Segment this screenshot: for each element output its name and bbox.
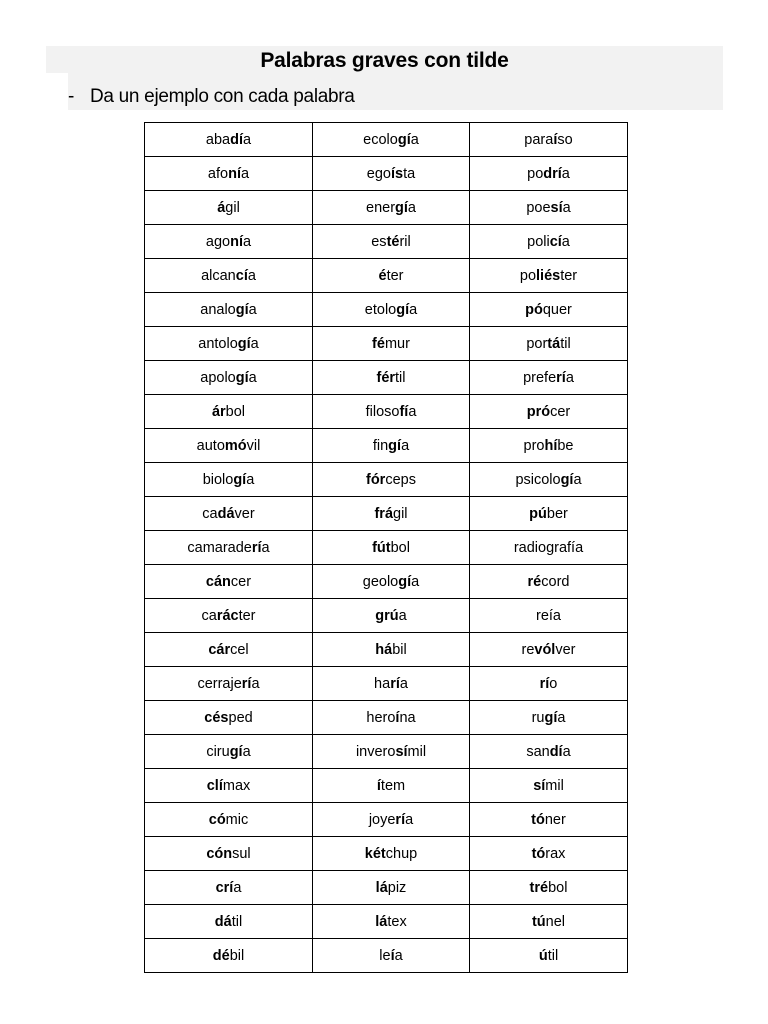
word-cell — [470, 361, 628, 395]
word-part-unstressed-start: analo — [200, 301, 236, 318]
word-part-stressed-syllable: é — [378, 267, 387, 284]
word-part-unstressed-end: a — [409, 301, 418, 318]
word-cell — [313, 225, 470, 259]
word-cell — [313, 531, 470, 565]
word-part-stressed-syllable: gí — [235, 369, 249, 386]
word-part-unstressed-start: es — [371, 233, 387, 250]
word-part-unstressed-end: ped — [228, 709, 253, 726]
word-part-stressed-syllable: ís — [391, 165, 404, 182]
word-part-unstressed-end: bil — [392, 641, 407, 658]
word-part-unstressed-end: ter — [560, 267, 578, 284]
word-cell — [313, 395, 470, 429]
word-part-unstressed-start: apolo — [200, 369, 236, 386]
word-part-stressed-syllable: tré — [529, 879, 549, 896]
word-part-unstressed-end: mil — [545, 777, 564, 794]
word-part-unstressed-end: a — [248, 369, 257, 386]
word-part-unstressed-end: vil — [246, 437, 261, 454]
word-part-unstressed-end: ta — [403, 165, 416, 182]
word-part-unstressed-start: por — [526, 335, 548, 352]
word-cell — [470, 531, 628, 565]
word-part-unstressed-end: a — [247, 267, 256, 284]
word-part-unstressed-end: ceps — [385, 471, 416, 488]
word-part-unstressed-start: ca — [201, 607, 217, 624]
word-part-unstressed-end: a — [401, 437, 410, 454]
instruction-text: Da un ejemplo con cada palabra — [90, 86, 355, 107]
word-part-stressed-syllable: frá — [374, 505, 394, 522]
word-part-unstressed-end: a — [399, 675, 408, 692]
word-part-stressed-syllable: rí — [539, 675, 550, 692]
word-part-unstressed-start: po — [519, 267, 537, 284]
word-part-stressed-syllable: hí — [544, 437, 558, 454]
word-part-unstressed-end: sul — [232, 845, 251, 862]
word-part-stressed-syllable: tó — [531, 845, 546, 862]
word-part-unstressed-end: ter — [238, 607, 256, 624]
word-part-stressed-syllable: fé — [372, 335, 385, 352]
word-part-unstressed-end: rax — [545, 845, 566, 862]
word-part-stressed-syllable: mó — [224, 437, 247, 454]
word-cell — [313, 157, 470, 191]
word-cell — [470, 701, 628, 735]
word-part-unstressed-end: ter — [386, 267, 404, 284]
word-part-stressed-syllable: tó — [531, 811, 545, 828]
word-cell — [145, 429, 313, 463]
word-cell — [313, 599, 470, 633]
word-cell — [470, 497, 628, 531]
word-part-unstressed-end: cer — [550, 403, 571, 420]
word-cell — [145, 259, 313, 293]
word-cell — [470, 463, 628, 497]
word-part-unstressed-end: mic — [225, 811, 249, 828]
word-part-unstressed-end: na — [399, 709, 416, 726]
word-part-unstressed-end: a — [408, 403, 417, 420]
word-part-unstressed-end: a — [557, 709, 566, 726]
instruction-bullet: - — [68, 86, 75, 107]
word-cell — [145, 225, 313, 259]
word-part-unstressed-start: hero — [366, 709, 396, 726]
word-part-stressed-syllable: ní — [230, 233, 243, 250]
word-part-unstressed-end: a — [561, 233, 570, 250]
table-row — [145, 327, 628, 361]
word-part-unstressed-end: til — [547, 947, 559, 964]
table-row — [145, 293, 628, 327]
word-cell — [470, 939, 628, 973]
word-part-stressed-syllable: gí — [560, 471, 574, 488]
word-cell — [313, 701, 470, 735]
word-part-stressed-syllable: dá — [214, 913, 232, 930]
word-cell — [145, 191, 313, 225]
word-cell — [470, 395, 628, 429]
word-part-unstressed-end: a — [246, 471, 255, 488]
word-part-unstressed-start: auto — [196, 437, 225, 454]
word-part-stressed-syllable: í — [553, 131, 558, 148]
word-part-unstressed-start: ru — [531, 709, 545, 726]
word-part-stressed-syllable: dí — [230, 131, 243, 148]
word-cell — [145, 735, 313, 769]
table-row — [145, 259, 628, 293]
word-part-unstressed-start: etolo — [364, 301, 397, 318]
word-part-stressed-syllable: fér — [376, 369, 396, 386]
word-part-unstressed-end: a — [561, 165, 570, 182]
word-cell — [145, 293, 313, 327]
word-part-stressed-syllable: í — [376, 777, 381, 794]
word-part-unstressed-start: poli — [527, 233, 550, 250]
word-cell — [470, 565, 628, 599]
word-part-stressed-syllable: dá — [217, 505, 235, 522]
word-part-unstressed-end: so — [557, 131, 573, 148]
table-row — [145, 871, 628, 905]
word-part-stressed-syllable: có — [208, 811, 226, 828]
word-cell — [145, 905, 313, 939]
word-part-unstressed-end: cer — [230, 573, 252, 590]
word-part-unstressed-end: mur — [384, 335, 410, 352]
word-part-unstressed-end: ver — [234, 505, 255, 522]
word-part-stressed-syllable: liés — [536, 267, 561, 284]
word-cell — [145, 361, 313, 395]
word-part-stressed-syllable: ár — [211, 403, 226, 420]
word-cell — [313, 259, 470, 293]
word-part-unstressed-end: a — [407, 199, 416, 216]
word-part-unstressed-end: ver — [555, 641, 576, 658]
word-part-unstressed-end: a — [233, 879, 242, 896]
word-cell — [313, 871, 470, 905]
word-part-unstressed-end: til — [395, 369, 406, 386]
word-part-unstressed-start: pro — [523, 437, 545, 454]
word-cell — [470, 191, 628, 225]
word-part-stressed-syllable: gí — [397, 131, 411, 148]
word-part-unstressed-end: bil — [229, 947, 245, 964]
word-part-stressed-syllable: cár — [208, 641, 231, 658]
word-cell — [313, 429, 470, 463]
word-part-unstressed-start: geolo — [362, 573, 399, 590]
word-part-unstressed-end: a — [243, 131, 252, 148]
word-cell — [470, 667, 628, 701]
word-cell — [470, 633, 628, 667]
word-part-stressed-syllable: sí — [533, 777, 546, 794]
word-part-stressed-syllable: pú — [529, 505, 547, 522]
word-part-unstressed-start: aba — [205, 131, 231, 148]
word-part-unstressed-end: a — [405, 811, 414, 828]
word-part-unstressed-end: ner — [544, 811, 566, 828]
word-cell — [470, 123, 628, 157]
word-part-unstressed-end: o — [549, 675, 558, 692]
table-row — [145, 633, 628, 667]
word-part-unstressed-start: alcan — [201, 267, 236, 284]
word-part-stressed-syllable: cí — [549, 233, 562, 250]
word-part-stressed-syllable: á — [217, 199, 226, 216]
word-part-unstressed-end: a — [394, 947, 403, 964]
word-cell — [313, 939, 470, 973]
word-part-unstressed-start: ha — [374, 675, 391, 692]
word-part-unstressed-end: a — [240, 165, 250, 182]
word-part-stressed-syllable: rí — [395, 811, 406, 828]
word-part-stressed-syllable: í — [395, 709, 400, 726]
word-cell — [145, 123, 313, 157]
word-part-stressed-syllable: clí — [206, 777, 223, 794]
word-part-unstressed-end: gil — [393, 505, 408, 522]
word-part-unstressed-end: a — [562, 743, 571, 760]
table-row — [145, 123, 628, 157]
word-part-unstressed-end: cord — [541, 573, 570, 590]
word-part-unstressed-end: a — [398, 607, 407, 624]
word-part-stressed-syllable: gí — [229, 743, 243, 760]
word-cell — [145, 939, 313, 973]
word-cell — [313, 633, 470, 667]
word-part-stressed-syllable: gí — [233, 471, 247, 488]
word-part-stressed-syllable: pró — [526, 403, 551, 420]
word-cell — [313, 293, 470, 327]
word-cell — [313, 735, 470, 769]
word-part-unstressed-end: a — [573, 471, 582, 488]
word-part-unstressed-start: psicolo — [515, 471, 561, 488]
word-cell — [145, 633, 313, 667]
word-part-unstressed-end: chup — [385, 845, 418, 862]
word-part-unstressed-start: cerraje — [197, 675, 242, 692]
word-cell — [470, 837, 628, 871]
word-cell — [313, 361, 470, 395]
word-part-unstressed-start: ca — [202, 505, 218, 522]
word-part-unstressed-end: a — [250, 335, 259, 352]
page-title: Palabras graves con tilde — [260, 49, 509, 72]
word-part-unstressed-start: ago — [205, 233, 231, 250]
word-part-unstressed-start: para — [524, 131, 554, 148]
word-part-unstressed-end: tex — [387, 913, 407, 930]
word-part-unstressed-start: invero — [355, 743, 396, 760]
word-cell — [313, 463, 470, 497]
word-part-stressed-syllable: gí — [544, 709, 558, 726]
word-part-unstressed-start: ener — [366, 199, 396, 216]
word-part-unstressed-start: po — [527, 165, 544, 182]
word-part-unstressed-start: reía — [536, 607, 561, 624]
table-row — [145, 191, 628, 225]
word-cell — [145, 157, 313, 191]
instruction-line — [68, 85, 355, 109]
word-part-stressed-syllable: dé — [212, 947, 230, 964]
word-part-unstressed-end: cel — [230, 641, 249, 658]
word-part-unstressed-start: antolo — [198, 335, 238, 352]
word-part-unstressed-start: ciru — [206, 743, 230, 760]
word-part-unstressed-start: prefe — [523, 369, 557, 386]
word-part-stressed-syllable: cés — [204, 709, 229, 726]
word-part-stressed-syllable: pó — [525, 301, 543, 318]
word-part-unstressed-end: quer — [542, 301, 572, 318]
word-part-stressed-syllable: cán — [205, 573, 231, 590]
word-cell — [470, 157, 628, 191]
word-part-unstressed-start: biolo — [202, 471, 234, 488]
word-part-unstressed-end: ber — [546, 505, 568, 522]
table-row — [145, 429, 628, 463]
word-part-stressed-syllable: há — [375, 641, 393, 658]
word-part-unstressed-end: mil — [407, 743, 427, 760]
word-cell — [313, 803, 470, 837]
word-part-stressed-syllable: gí — [388, 437, 402, 454]
word-part-stressed-syllable: ní — [228, 165, 241, 182]
word-cell — [470, 769, 628, 803]
word-part-stressed-syllable: fí — [399, 403, 409, 420]
table-row — [145, 599, 628, 633]
word-part-stressed-syllable: rí — [241, 675, 252, 692]
word-part-stressed-syllable: sí — [395, 743, 408, 760]
word-part-stressed-syllable: dí — [549, 743, 563, 760]
table-row — [145, 939, 628, 973]
word-part-stressed-syllable: két — [364, 845, 386, 862]
table-row — [145, 667, 628, 701]
word-cell — [145, 599, 313, 633]
word-table-body — [145, 123, 628, 973]
word-part-stressed-syllable: fór — [366, 471, 386, 488]
word-part-unstressed-end: a — [562, 199, 571, 216]
word-part-unstressed-start: camarade — [187, 539, 252, 556]
word-part-stressed-syllable: vól — [534, 641, 556, 658]
word-part-unstressed-end: bol — [390, 539, 410, 556]
word-cell — [313, 837, 470, 871]
word-part-stressed-syllable: cón — [206, 845, 233, 862]
word-part-stressed-syllable: tá — [547, 335, 561, 352]
table-row — [145, 157, 628, 191]
word-part-unstressed-end: a — [248, 301, 257, 318]
table-row — [145, 701, 628, 735]
word-cell — [313, 565, 470, 599]
word-part-unstressed-start: joye — [368, 811, 396, 828]
table-row — [145, 225, 628, 259]
word-part-stressed-syllable: grú — [375, 607, 399, 624]
table-row — [145, 735, 628, 769]
word-part-stressed-syllable: rí — [251, 539, 262, 556]
word-part-stressed-syllable: rí — [556, 369, 566, 386]
word-part-stressed-syllable: cí — [235, 267, 248, 284]
word-part-stressed-syllable: rí — [390, 675, 400, 692]
word-part-unstressed-end: a — [410, 131, 419, 148]
word-cell — [470, 735, 628, 769]
word-part-unstressed-end: tem — [380, 777, 406, 794]
word-cell — [145, 803, 313, 837]
word-part-unstressed-start: ecolo — [363, 131, 398, 148]
word-part-unstressed-end: til — [560, 335, 571, 352]
word-part-unstressed-start: poe — [526, 199, 551, 216]
word-part-stressed-syllable: lá — [375, 913, 388, 930]
word-cell — [470, 803, 628, 837]
table-row — [145, 497, 628, 531]
word-part-stressed-syllable: rác — [216, 607, 239, 624]
word-part-unstressed-start: san — [526, 743, 550, 760]
word-part-unstressed-end: max — [222, 777, 251, 794]
word-cell — [145, 531, 313, 565]
word-cell — [313, 327, 470, 361]
word-part-stressed-syllable: té — [386, 233, 400, 250]
word-cell — [145, 497, 313, 531]
table-row — [145, 905, 628, 939]
word-part-unstressed-end: be — [557, 437, 574, 454]
word-cell — [470, 225, 628, 259]
table-row — [145, 361, 628, 395]
word-part-unstressed-end: nel — [545, 913, 566, 930]
word-part-unstressed-end: a — [243, 233, 252, 250]
word-part-stressed-syllable: gí — [396, 301, 410, 318]
word-cell — [145, 871, 313, 905]
word-part-unstressed-start: radiografía — [513, 539, 584, 556]
word-part-stressed-syllable: ré — [527, 573, 542, 590]
word-cell — [145, 769, 313, 803]
word-cell — [313, 123, 470, 157]
word-cell — [313, 769, 470, 803]
word-cell — [313, 191, 470, 225]
word-part-stressed-syllable: gí — [395, 199, 408, 216]
word-part-unstressed-start: filoso — [365, 403, 400, 420]
word-cell — [313, 497, 470, 531]
word-cell — [145, 327, 313, 361]
word-cell — [470, 293, 628, 327]
table-row — [145, 395, 628, 429]
word-cell — [470, 259, 628, 293]
word-cell — [145, 701, 313, 735]
word-cell — [470, 327, 628, 361]
word-part-stressed-syllable: gí — [237, 335, 251, 352]
word-cell — [470, 599, 628, 633]
word-part-stressed-syllable: drí — [543, 165, 562, 182]
word-part-stressed-syllable: ú — [538, 947, 548, 964]
word-part-unstressed-start: fin — [372, 437, 389, 454]
word-cell — [145, 565, 313, 599]
word-part-unstressed-start: re — [521, 641, 535, 658]
word-part-stressed-syllable: í — [390, 947, 395, 964]
word-part-unstressed-start: ego — [366, 165, 391, 182]
word-part-unstressed-end: a — [411, 573, 420, 590]
table-row — [145, 531, 628, 565]
word-cell — [313, 905, 470, 939]
table-row — [145, 803, 628, 837]
word-part-stressed-syllable: tú — [531, 913, 546, 930]
word-part-unstressed-end: piz — [387, 879, 407, 896]
table-row — [145, 837, 628, 871]
word-part-unstressed-end: til — [231, 913, 243, 930]
word-cell — [145, 395, 313, 429]
word-part-stressed-syllable: fút — [372, 539, 391, 556]
word-part-stressed-syllable: sí — [550, 199, 563, 216]
word-part-stressed-syllable: lá — [375, 879, 388, 896]
word-cell — [145, 667, 313, 701]
word-part-unstressed-end: bol — [548, 879, 568, 896]
word-part-stressed-syllable: gí — [235, 301, 249, 318]
word-part-unstressed-start: le — [379, 947, 391, 964]
word-part-unstressed-end: a — [251, 675, 260, 692]
table-row — [145, 463, 628, 497]
word-cell — [470, 871, 628, 905]
word-part-unstressed-end: a — [565, 369, 574, 386]
word-cell — [145, 837, 313, 871]
word-part-stressed-syllable: crí — [215, 879, 234, 896]
word-table — [144, 122, 628, 973]
table-row — [145, 565, 628, 599]
word-cell — [145, 463, 313, 497]
word-part-unstressed-end: ril — [399, 233, 411, 250]
word-part-unstressed-end: a — [242, 743, 251, 760]
word-cell — [313, 667, 470, 701]
table-row — [145, 769, 628, 803]
word-part-unstressed-end: gil — [225, 199, 240, 216]
word-part-unstressed-start: afo — [207, 165, 229, 182]
word-part-stressed-syllable: gí — [398, 573, 412, 590]
word-part-unstressed-end: bol — [225, 403, 246, 420]
word-cell — [470, 905, 628, 939]
word-part-unstressed-end: a — [261, 539, 270, 556]
word-cell — [470, 429, 628, 463]
